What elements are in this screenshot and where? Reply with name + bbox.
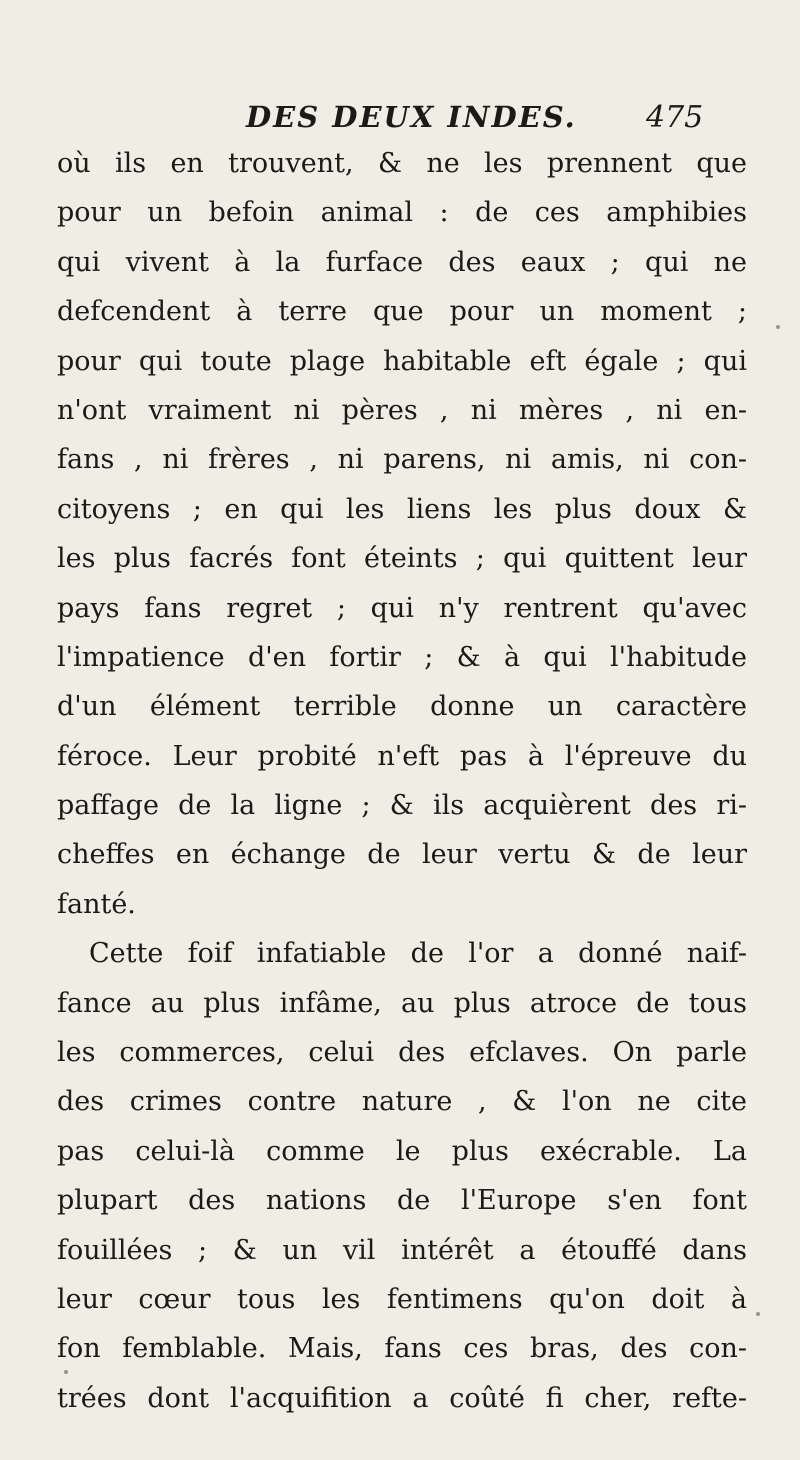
- text-line: où ils en trouvent, & ne les prennent que: [57, 148, 747, 179]
- body-text: [57, 139, 747, 1423]
- text-line: citoyens ; en qui les liens les plus doux &: [57, 493, 747, 525]
- text-line: les plus facrés font éteints ; qui quittent leur: [57, 543, 747, 575]
- text-line: cheffes en échange de leur vertu & de leur: [57, 839, 747, 871]
- text-line: féroce. Leur probité n'eft pas à l'épreuve du: [57, 740, 747, 772]
- text-line: les commerces, celui des efclaves. On parle: [57, 1037, 747, 1069]
- running-title: DES DEUX INDES.: [246, 100, 577, 134]
- text-line: paffage de la ligne ; & ils acquièrent des ri-: [57, 790, 747, 822]
- text-line: des crimes contre nature , & l'on ne cite: [57, 1086, 747, 1118]
- page-number: 475: [646, 100, 704, 135]
- text-line: leur cœur tous les fentimens qu'on doit à: [57, 1283, 747, 1315]
- paper-speck: [776, 325, 780, 329]
- page-header: [246, 100, 786, 140]
- text-line: trées dont l'acquifition a coûté fi cher, refte-: [57, 1382, 747, 1414]
- text-line: pas celui-là comme le plus exécrable. La: [57, 1135, 747, 1167]
- text-line: pour un befoin animal : de ces amphibies: [57, 197, 747, 229]
- text-line: fanté.: [57, 888, 136, 920]
- text-line: fance au plus infâme, au plus atroce de tous: [57, 987, 747, 1019]
- text-line: pour qui toute plage habitable eft égale ; qui: [57, 345, 747, 377]
- text-line: d'un élément terrible donne un caractère: [57, 691, 747, 723]
- text-line: n'ont vraiment ni pères , ni mères , ni en-: [57, 394, 747, 426]
- paper-speck: [756, 1312, 760, 1316]
- text-line: qui vivent à la furface des eaux ; qui ne: [57, 246, 747, 278]
- text-line: fouillées ; & un vil intérêt a étouffé dans: [57, 1234, 747, 1266]
- text-line: l'impatience d'en fortir ; & à qui l'habitude: [57, 641, 747, 673]
- paper-speck: [64, 1370, 68, 1374]
- text-line: plupart des nations de l'Europe s'en font: [57, 1185, 747, 1217]
- text-line: Cette foif infatiable de l'or a donné naif-: [89, 938, 747, 970]
- text-line: fon femblable. Mais, fans ces bras, des con-: [57, 1333, 747, 1365]
- text-line: fans , ni frères , ni parens, ni amis, ni con-: [57, 444, 747, 476]
- text-line: pays fans regret ; qui n'y rentrent qu'avec: [57, 592, 747, 624]
- text-line: defcendent à terre que pour un moment ;: [57, 296, 747, 328]
